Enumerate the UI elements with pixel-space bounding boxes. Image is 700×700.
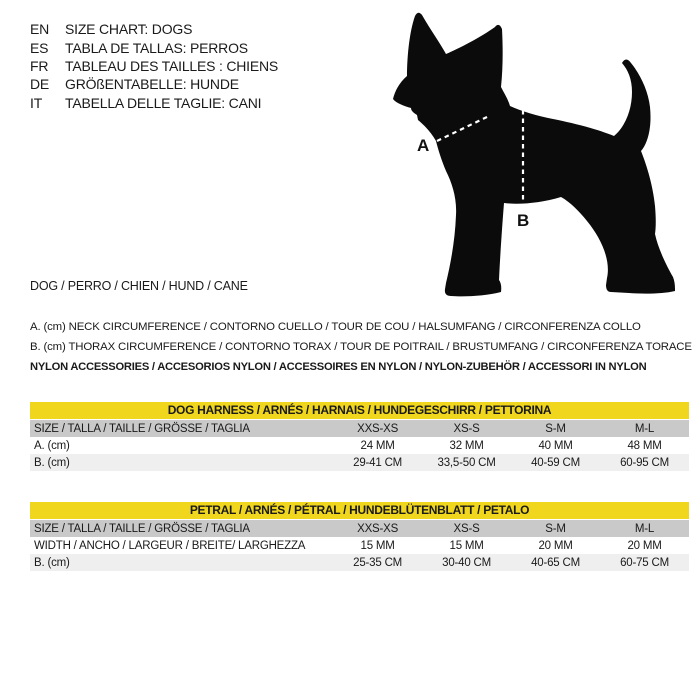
- value-cell: 40-59 CM: [531, 456, 580, 469]
- language-title: SIZE CHART: DOGS: [65, 21, 193, 38]
- row-label: WIDTH / ANCHO / LARGEUR / BREITE/ LARGHEZZA: [34, 539, 306, 552]
- size-cell: XS-S: [453, 422, 480, 435]
- value-cell: 60-95 CM: [620, 456, 669, 469]
- language-list: [30, 20, 278, 112]
- size-cell: S-M: [545, 522, 566, 535]
- table-row: [30, 554, 689, 571]
- value-cell: 33,5-50 CM: [437, 456, 496, 469]
- table-title-bar: DOG HARNESS / ARNÉS / HARNAIS / HUNDEGESCHIRR / PETTORINA: [30, 402, 689, 419]
- language-row: [30, 20, 278, 38]
- table-row: [30, 537, 689, 554]
- value-cell: 15 MM: [449, 539, 484, 552]
- table-row: [30, 520, 689, 537]
- table-title-bar: PETRAL / ARNÉS / PÉTRAL / HUNDEBLÜTENBLATT / PETALO: [30, 502, 689, 519]
- value-cell: 15 MM: [360, 539, 395, 552]
- measurement-descriptions: [30, 321, 690, 381]
- language-title: TABLEAU DES TAILLES : CHIENS: [65, 57, 279, 74]
- language-row: [30, 38, 278, 56]
- language-title: TABELLA DELLE TAGLIE: CANI: [65, 94, 262, 111]
- value-cell: 40-65 CM: [531, 556, 580, 569]
- row-label: B. (cm): [34, 456, 70, 469]
- language-row: [30, 75, 278, 93]
- size-cell: M-L: [634, 522, 655, 535]
- language-code: IT: [30, 94, 43, 111]
- row-label: B. (cm): [34, 556, 70, 569]
- value-cell: 40 MM: [538, 439, 573, 452]
- petral-table: [30, 502, 689, 571]
- dog-silhouette-figure: [385, 0, 695, 300]
- table-row: [30, 454, 689, 471]
- value-cell: 30-40 CM: [442, 556, 492, 569]
- measure-label-a: A: [417, 136, 430, 155]
- value-cell: 48 MM: [627, 439, 662, 452]
- language-title: TABLA DE TALLAS: PERROS: [65, 39, 248, 56]
- row-label: SIZE / TALLA / TAILLE / GRÖSSE / TAGLIA: [34, 522, 250, 535]
- dog-silhouette-icon: [385, 0, 695, 300]
- language-code: EN: [30, 21, 50, 38]
- dog-body-shape: [393, 13, 675, 297]
- value-cell: 24 MM: [360, 439, 395, 452]
- thorax-measure-description: B. (cm) THORAX CIRCUMFERENCE / CONTORNO TORAX / TOUR DE POITRAIL / BRUSTUMFANG / CIRCONFERENZA TORACE: [30, 341, 692, 353]
- size-cell: M-L: [634, 422, 655, 435]
- language-code: DE: [30, 76, 50, 93]
- value-cell: 32 MM: [449, 439, 484, 452]
- value-cell: 60-75 CM: [620, 556, 669, 569]
- neck-measure-description: A. (cm) NECK CIRCUMFERENCE / CONTORNO CUELLO / TOUR DE COU / HALSUMFANG / CIRCONFERENZA COLLO: [30, 321, 641, 333]
- value-cell: 20 MM: [538, 539, 573, 552]
- language-code: ES: [30, 39, 49, 56]
- language-row: [30, 94, 278, 112]
- table-row: [30, 437, 689, 454]
- language-row: [30, 57, 278, 75]
- value-cell: 20 MM: [627, 539, 662, 552]
- language-code: FR: [30, 57, 49, 74]
- dog-caption: DOG / PERRO / CHIEN / HUND / CANE: [30, 279, 248, 293]
- size-cell: S-M: [545, 422, 566, 435]
- measure-label-b: B: [517, 211, 530, 230]
- dog-harness-table: [30, 402, 689, 471]
- value-cell: 29-41 CM: [353, 456, 403, 469]
- row-label: SIZE / TALLA / TAILLE / GRÖSSE / TAGLIA: [34, 422, 250, 435]
- table-row: [30, 420, 689, 437]
- size-cell: XXS-XS: [357, 522, 399, 535]
- row-label: A. (cm): [34, 439, 70, 452]
- value-cell: 25-35 CM: [353, 556, 403, 569]
- size-cell: XXS-XS: [357, 422, 399, 435]
- language-title: GRÖßENTABELLE: HUNDE: [65, 76, 239, 93]
- nylon-accessories-line: NYLON ACCESSORIES / ACCESORIOS NYLON / ACCESSOIRES EN NYLON / NYLON-ZUBEHÖR / ACCESSORI IN NYLON: [30, 361, 647, 373]
- size-cell: XS-S: [453, 522, 480, 535]
